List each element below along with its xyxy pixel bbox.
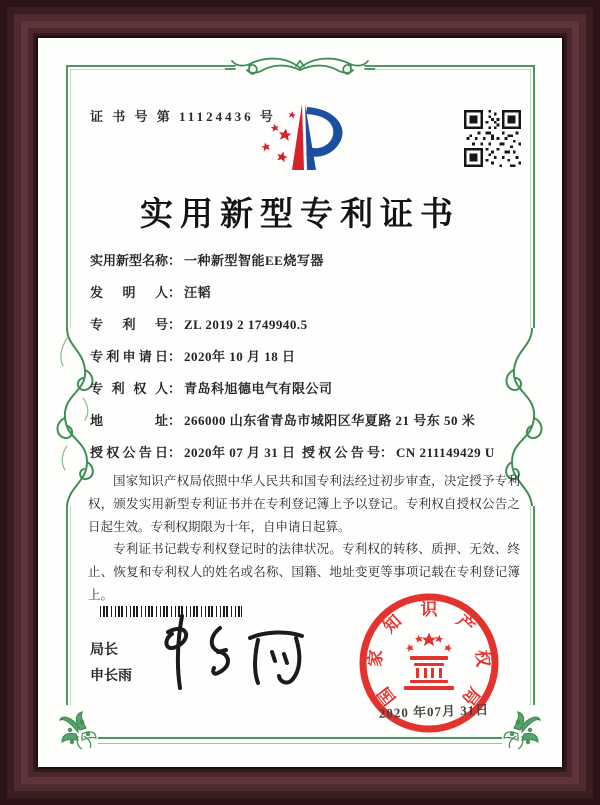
colon: ： — [168, 317, 182, 332]
field-label: 专利权人 — [90, 381, 168, 396]
field-label: 授权公告日 — [90, 445, 168, 460]
field-value: 2020年 10 月 18 日 — [184, 349, 296, 364]
legal-text — [88, 470, 520, 607]
colon: ： — [168, 413, 182, 428]
qr-code — [464, 110, 521, 167]
cnipa-logo — [255, 93, 350, 178]
signature — [152, 610, 317, 695]
signer-block — [90, 638, 132, 690]
seal-char: 权 — [472, 649, 493, 668]
field-label: 实用新型名称 — [90, 253, 169, 268]
seal-date: 2020 年07月 31日 — [378, 702, 490, 721]
field-value: 2020年 07 月 31 日 — [184, 445, 296, 460]
bottom-left-floral-ornament — [58, 710, 98, 750]
green-border-bottom-rule — [96, 737, 504, 744]
field-value: 青岛科旭德电气有限公司 — [184, 381, 333, 396]
seal-char: 国 — [374, 683, 400, 709]
signer-title: 局长 — [90, 643, 118, 658]
field-row-name — [90, 250, 522, 282]
colon: ： — [168, 445, 182, 460]
field-row-address — [90, 410, 522, 442]
colon: ： — [168, 349, 182, 364]
legal-paragraph-1: 国家知识产权局依照中华人民共和国专利法经过初步审查，决定授予专利权，颁发实用新型专利证书并在专利登记簿上予以登记。专利权自授权公告之日起生效。专利权期限为十年，自申请日起算。 — [88, 474, 520, 534]
legal-paragraph-2: 专利证书记载专利权登记时的法律状况。专利权的转移、质押、无效、终止、恢复和专利权人的姓名或名称、国籍、地址变更等事项记载在专利登记簿上。 — [88, 542, 520, 602]
seal-char: 产 — [452, 611, 479, 637]
field-row-inventor — [90, 282, 522, 314]
seal-char: 局 — [458, 683, 484, 709]
field-value: CN 211149429 U — [396, 445, 495, 460]
colon: ： — [168, 253, 182, 268]
seal-char: 识 — [420, 600, 438, 619]
colon: ： — [168, 285, 182, 300]
top-flourish-ornament — [225, 52, 375, 82]
field-row-filing-date — [90, 346, 522, 378]
field-pair-grant-no — [302, 442, 495, 461]
field-value: 汪韬 — [184, 285, 212, 300]
field-label: 专利申请日 — [90, 349, 168, 364]
certificate-number: 证 书 号 第 11124436 号 — [90, 109, 276, 124]
field-label: 专利号 — [90, 317, 168, 332]
field-value: 一种新型智能EE烧写器 — [184, 253, 324, 268]
field-row-patentee — [90, 378, 522, 410]
field-label: 授权公告号 — [302, 445, 380, 460]
seal-char: 知 — [379, 611, 406, 637]
field-row-patent-no — [90, 314, 522, 346]
certificate-title: 实用新型专利证书 — [140, 197, 460, 233]
colon: ： — [380, 445, 394, 460]
field-label: 地址 — [90, 413, 168, 428]
signer-name: 申长雨 — [90, 669, 132, 684]
field-value: ZL 2019 2 1749940.5 — [184, 317, 308, 332]
field-list — [90, 250, 522, 474]
colon: ： — [168, 381, 182, 396]
field-label: 发明人 — [90, 285, 168, 300]
seal-char: 家 — [365, 649, 386, 668]
field-value: 266000 山东省青岛市城阳区华夏路 21 号东 50 米 — [184, 413, 476, 428]
national-emblem — [404, 633, 454, 691]
